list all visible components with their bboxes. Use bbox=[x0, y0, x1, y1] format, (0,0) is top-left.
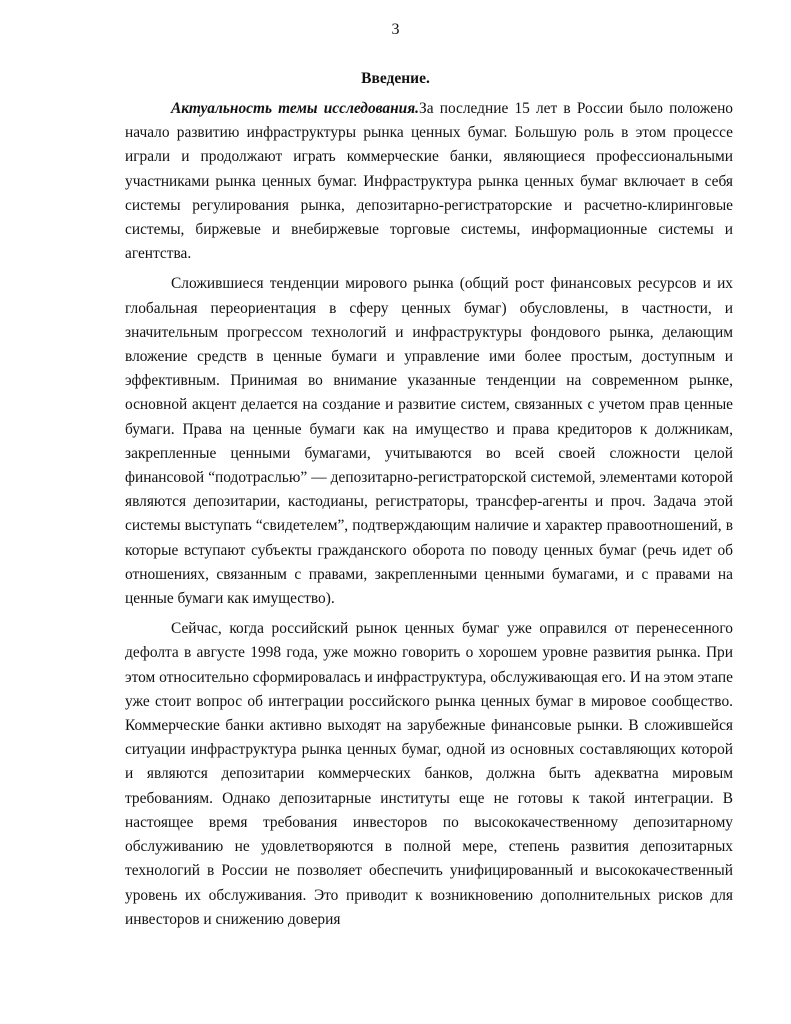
paragraph-2: Сложившиеся тенденции мирового рынка (общий рост финансовых ресурсов и их глобальная переориентация в сферу ценных бумаг) обусловлены, в частности, и значительным прогрессом технологий и инфраструктуры фондового рынка, делающим вложение средств в ценные бумаги и управление ими более простым, доступным и эффективным. Принимая во внимание указанные тенденции на современном рынке, основной акцент делается на создание и развитие систем, связанных с учетом прав ценные бумаги. Права на ценные бумаги как на имущество и права кредиторов к должникам, закрепленные ценными бумагами, учитываются во всей своей сложности целой финансовой “подотраслью” — депозитарно-регистраторской системой, элементами которой являются депозитарии, кастодианы, регистраторы, трансфер-агенты и проч. Задача этой системы выступать “свидетелем”, подтверждающим наличие и характер правоотношений, в которые вступают субъекты гражданского оборота по поводу ценных бумаг (речь идет об отношениях, связанным с правами, закрепленными ценными бумагами, и с правами на ценные бумаги как имущество). bbox=[125, 275, 733, 608]
paragraph-lead: Актуальность темы исследования. bbox=[171, 100, 419, 117]
paragraph-text: За последние 15 лет в России было положено начало развитию инфраструктуры рынка ценных бумаг. Большую роль в этом процессе играли и продолжают играть коммерческие банки, являющиеся профессиональными участниками рынка ценных бумаг. Инфраструктура рынка ценных бумаг включает в себя системы регулирования рынка, депозитарно-регистраторские и расчетно-клиринговые системы, биржевые и внебиржевые торговые системы, информационные системы и агентства. bbox=[125, 100, 733, 263]
paragraph-3: Сейчас, когда российский рынок ценных бумаг уже оправился от перенесенного дефолта в августе 1998 года, уже можно говорить о хорошем уровне развития рынка. При этом относительно сформировалась и инфраструктура, обслуживающая его. И на этом этапе уже стоит вопрос об интеграции российского рынка ценных бумаг в мировое сообщество. Коммерческие банки активно выходят на зарубежные финансовые рынки. В сложившейся ситуации инфраструктура рынка ценных бумаг, одной из основных составляющих которой и являются депозитарии коммерческих банков, должна быть адекватна мировым требованиям. Однако депозитарные институты еще не готовы к такой интеграции. В настоящее время требования инвесторов по высококачественному депозитарному обслуживанию не удовлетворяются в полной мере, степень развития депозитарных технологий в России не позволяет обеспечить унифицированный и высококачественный уровень их обслуживания. Это приводит к возникновению дополнительных рисков для инвесторов и снижению доверия bbox=[125, 620, 733, 928]
paragraph-1 bbox=[125, 97, 733, 266]
section-heading: Введение. bbox=[361, 70, 430, 87]
page-number: 3 bbox=[391, 21, 400, 38]
body-text bbox=[125, 97, 733, 932]
